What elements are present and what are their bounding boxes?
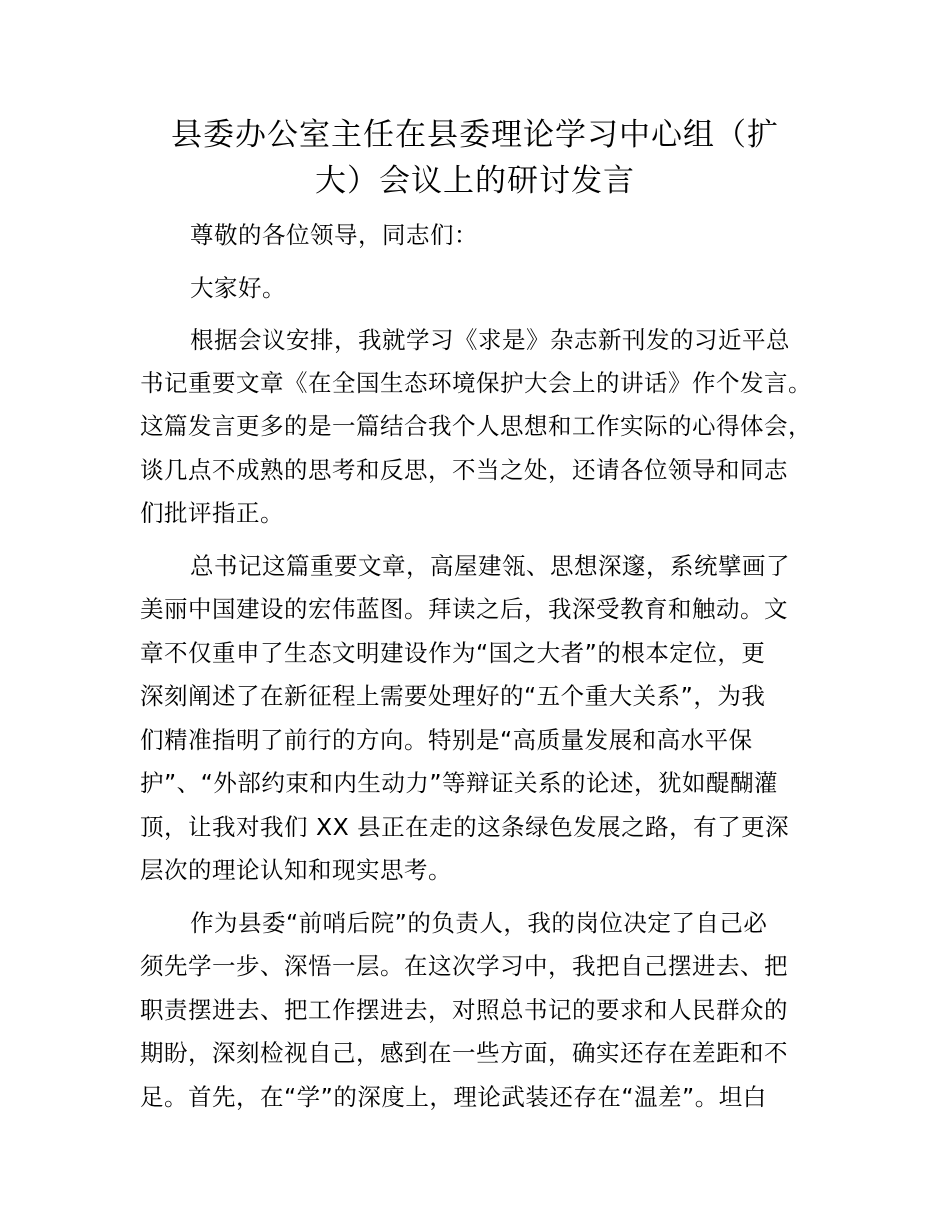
paragraph-2-line-3: 章不仅重申了生态文明建设作为“国之大者”的根本定位，更: [140, 639, 766, 667]
paragraph-2-line-5: 们精准指明了前行的方向。特别是“高质量发展和高水平保: [140, 726, 753, 754]
paragraph-1-line-1: 根据会议安排，我就学习《求是》杂志新刊发的习近平总: [190, 326, 790, 354]
title-line-2: 大）会议上的研讨发言: [315, 163, 635, 199]
paragraph-2-line-7: 顶，让我对我们 XX 县正在走的这条绿色发展之路，有了更深: [140, 813, 790, 841]
greeting: 尊敬的各位领导，同志们：: [190, 221, 478, 249]
document-title: [140, 112, 810, 204]
paragraph-3-line-1: 作为县委“前哨后院”的负责人，我的岗位决定了自己必: [190, 909, 768, 937]
paragraph-2-line-6: 护”、“外部约束和内生动力”等辩证关系的论述，犹如醍醐灌: [140, 769, 779, 797]
paragraph-3-line-5: 足。首先，在“学”的深度上，理论武装还存在“温差”。坦白: [140, 1083, 767, 1111]
paragraph-1-line-4: 谈几点不成熟的思考和反思，不当之处，还请各位领导和同志: [140, 456, 788, 484]
hello-line: 大家好。: [190, 274, 286, 302]
paragraph-3-line-2: 须先学一步、深悟一层。在这次学习中，我把自己摆进去、把: [140, 952, 788, 980]
paragraph-2-line-1: 总书记这篇重要文章，高屋建瓴、思想深邃，系统擘画了: [190, 552, 790, 580]
paragraph-2-line-8: 层次的理论认知和现实思考。: [140, 856, 452, 884]
paragraph-3-line-4: 期盼，深刻检视自己，感到在一些方面，确实还存在差距和不: [140, 1039, 788, 1067]
paragraph-1-line-2: 书记重要文章《在全国生态环境保护大会上的讲话》作个发言。: [140, 369, 812, 397]
paragraph-3-line-3: 职责摆进去、把工作摆进去，对照总书记的要求和人民群众的: [140, 996, 788, 1024]
paragraph-1-line-5: 们批评指正。: [140, 499, 284, 527]
title-line-1: 县委办公室主任在县委理论学习中心组（扩: [171, 117, 779, 153]
paragraph-2-line-4: 深刻阐述了在新征程上需要处理好的“五个重大关系”，为我: [140, 682, 766, 710]
paragraph-2-line-2: 美丽中国建设的宏伟蓝图。拜读之后，我深受教育和触动。文: [140, 595, 788, 623]
paragraph-1-line-3: 这篇发言更多的是一篇结合我个人思想和工作实际的心得体会，: [140, 412, 812, 440]
